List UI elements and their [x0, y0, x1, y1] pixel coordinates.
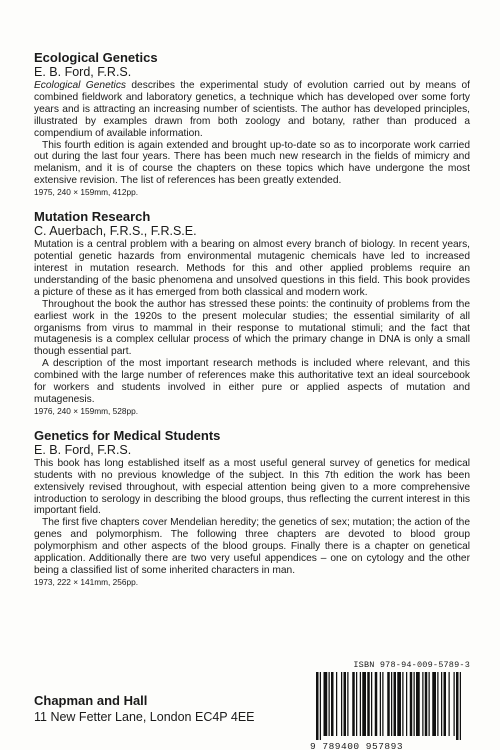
- description-paragraph: [34, 80, 470, 140]
- publisher-name: Chapman and Hall: [34, 693, 148, 708]
- listing-genetics-for-medical-students: [34, 428, 470, 587]
- description-paragraph: This fourth edition is again extended and brought up-to-date so as to incorporate work carried out during the last four years. There has been much new research in the fields of mimicry and melanism, and it is of course the chapters on these topics which have undergone the most extensive revision. The list of references has been greatly extended.: [34, 139, 470, 187]
- description-text: describes the experimental study of evolution carried out by means of combined fieldwork and laboratory genetics, a technique which has developed over some forty years and is attracting an increasing number of scientists. The author has developed principles, illustrated by examples drawn from both zoology and botany, rather than produced a compendium of available information.: [34, 80, 470, 139]
- listing-mutation-research: [34, 209, 470, 416]
- italic-title: Ecological Genetics: [34, 80, 127, 91]
- book-author: C. Auerbach, F.R.S., F.R.S.E.: [34, 224, 197, 239]
- book-listings: [34, 50, 470, 599]
- description-paragraph: A description of the most important research methods is included where relevant, and this combined with the large number of references make this authoritative text an ideal sourcebook for workers and students involved in either pure or applied aspects of mutation and mutagenesis.: [34, 358, 470, 405]
- description-paragraph: The first five chapters cover Mendelian heredity; the genetics of sex; mutation; the action of the genes and polymorphism. The following three chapters are devoted to blood group polymorphism and other aspects of the blood groups. Finally there is a chapter on genetical application. Additionally there are two very useful appendices – one on cytology and the other being a classified list of some inherited characters in man.: [34, 517, 470, 576]
- book-title: Ecological Genetics: [34, 50, 158, 65]
- description-paragraph: Throughout the book the author has stressed these points: the continuity of problems from the earliest work in the 1920s to the present molecular studies; the essential similarity of all organisms from virus to mammal in their response to mutational stimuli; and the fact that mutagenesis is a complex cellular process of which the primary change in DNA is only a small though essential part.: [34, 298, 470, 358]
- publisher-address: 11 New Fetter Lane, London EC4P 4EE: [34, 710, 255, 724]
- listing-ecological-genetics: [34, 50, 470, 197]
- isbn-label: ISBN 978-94-009-5789-3: [353, 660, 470, 670]
- barcode-digits: 9 789400 957893: [310, 741, 404, 750]
- barcode-icon: [310, 672, 470, 740]
- isbn-barcode-block: [310, 660, 470, 750]
- book-author: E. B. Ford, F.R.S.: [34, 65, 132, 79]
- description-paragraph: This book has long established itself as a most useful general survey of genetics for medical students with no previous knowledge of the subject. In this 7th edition the work has been extensively revised throughout, with especial attention being given to a more comprehensive introduction to serology in describing the blood groups, thus reflecting the current interest in this important field.: [34, 457, 470, 517]
- publisher-block: [34, 693, 255, 725]
- book-specs: 1976, 240 × 159mm, 528pp.: [34, 405, 139, 416]
- book-specs: 1975, 240 × 159mm, 412pp.: [34, 187, 139, 198]
- description-paragraph: Mutation is a central problem with a bearing on almost every branch of biology. In recent years, potential genetic hazards from environmental mutagenic chemicals have led to increased interest in mutation research. Methods for this and other applied problems require an understanding of the basic phenomena and unsolved questions in this field. This book provides a picture of these as it has emerged from both classical and modern work.: [34, 239, 470, 298]
- book-title: Mutation Research: [34, 209, 151, 225]
- book-title: Genetics for Medical Students: [34, 427, 221, 443]
- book-author: E. B. Ford, F.R.S.: [34, 442, 132, 457]
- book-specs: 1973, 222 × 141mm, 256pp.: [34, 576, 139, 587]
